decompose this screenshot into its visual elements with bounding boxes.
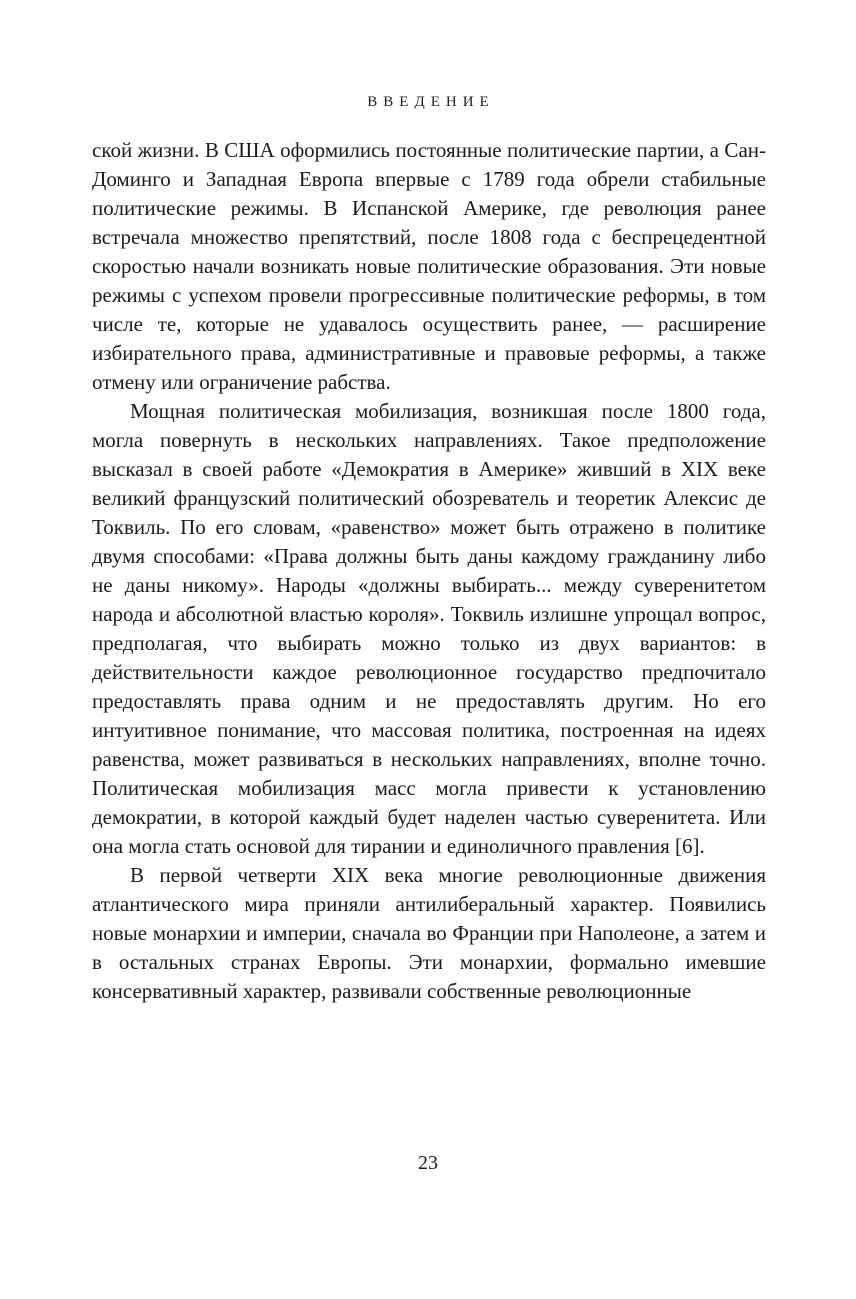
paragraph: Мощная политическая мобилизация, возникшая после 1800 года, могла повернуть в нескольких направлениях. Такое предположение высказал в своей работе «Демократия в Америке» живший в XIX веке великий французский политический обозреватель и теоретик Алексис де Токвиль. По его словам, «равенство» может быть отражено в политике двумя способами: «Права должны быть даны каждому гражданину либо не даны никому». Народы «должны выбирать... между суверенитетом народа и абсолютной властью короля». Токвиль излишне упрощал вопрос, предполагая, что выбирать можно только из двух вариантов: в действительности каждое революционное государство предпочитало предоставлять права одним и не предоставлять другим. Но его интуитивное понимание, что массовая политика, построенная на идеях равенства, может развиваться в нескольких направлениях, вполне точно. Политическая мобилизация масс могла привести к установлению демократии, в которой каждый будет наделен частью суверенитета. Или она могла стать основой для тирании и единоличного правления [6]. <box>92 399 766 858</box>
paragraph-continuation: ской жизни. В США оформились постоянные политические партии, а Сан-Доминго и Западная Европа впервые с 1789 года обрели стабильные политические режимы. В Испанской Америке, где революция ранее встречала множество препятствий, после 1808 года с беспрецедентной скоростью начали возникать новые политические образования. Эти новые режимы с успехом провели прогрессивные политические реформы, в том числе те, которые не удавалось осуществить ранее, — расширение избирательного права, административные и правовые реформы, а также отмену или ограничение рабства. <box>92 138 766 394</box>
paragraph: В первой четверти XIX века многие революционные движения атлантического мира приняли антилиберальный характер. Появились новые монархии и империи, сначала во Франции при Наполеоне, а затем и в остальных странах Европы. Эти монархии, формально имевшие консервативный характер, развивали собственные революционные <box>92 863 766 1003</box>
running-header: ВВЕДЕНИЕ <box>367 94 495 110</box>
page-number: 23 <box>418 1152 438 1174</box>
text-block <box>92 136 766 1006</box>
